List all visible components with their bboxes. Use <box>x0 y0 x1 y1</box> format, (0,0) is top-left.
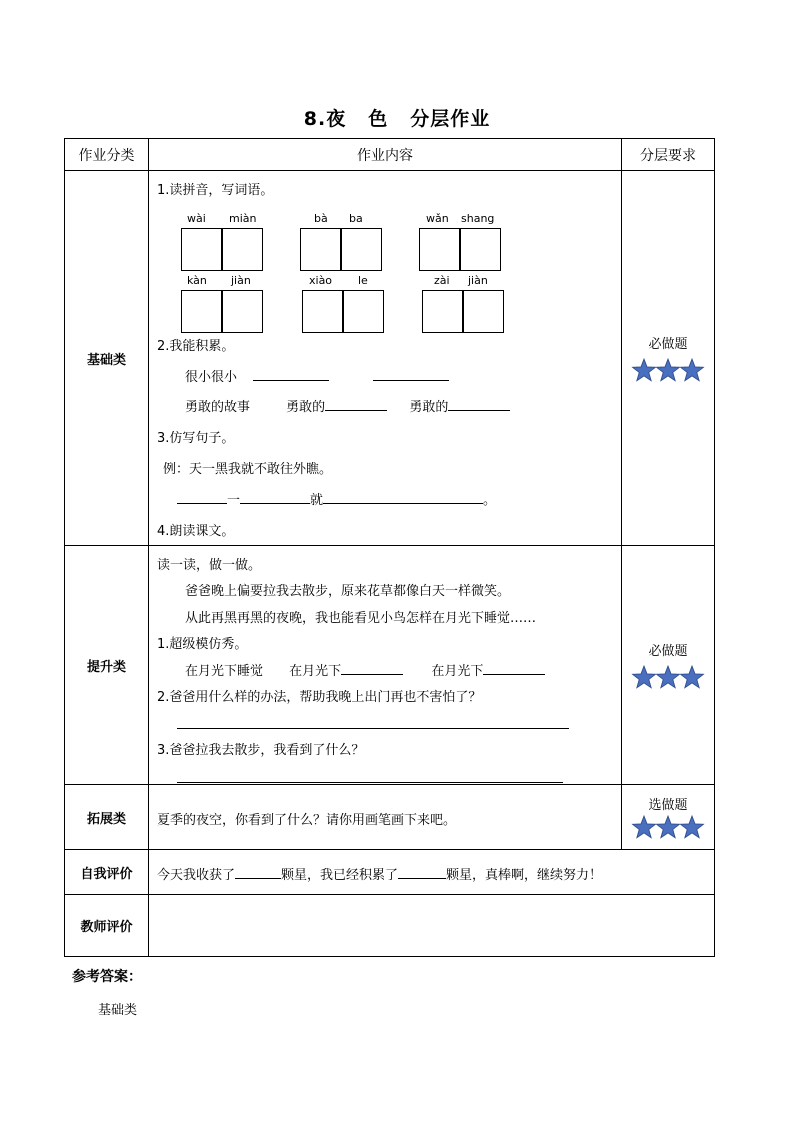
header-level: 分层要求 <box>622 139 715 171</box>
answers-label: 参考答案： <box>72 969 142 985</box>
answers-sub: 基础类 <box>98 1003 138 1018</box>
title-number: 8. <box>303 108 327 130</box>
self-eval-t2: 颗星，我已经积累了 <box>281 868 399 883</box>
content-extend <box>149 785 622 850</box>
q2-phrase-c: 勇敢的 <box>409 400 449 415</box>
pinyin-1a: bà <box>314 212 328 225</box>
adv-q3: 3.爸爸拉我去散步，我看到了什么？ <box>157 743 365 758</box>
writing-box[interactable] <box>342 290 384 333</box>
pinyin-4a: xiào <box>309 274 333 287</box>
basic-q3: 3.仿写句子。 <box>157 431 235 446</box>
pinyin-0b: miàn <box>229 212 257 225</box>
adv-intro: 读一读，做一做。 <box>157 558 262 573</box>
pinyin-5a: zài <box>434 274 450 287</box>
level-advanced <box>622 546 715 785</box>
adv-q1: 1.超级模仿秀。 <box>157 637 248 652</box>
writing-box[interactable] <box>221 290 263 333</box>
star-icon <box>631 815 657 840</box>
basic-q4: 4.朗读课文。 <box>157 524 235 539</box>
writing-box[interactable] <box>302 290 344 333</box>
category-advanced: 提升类 <box>65 546 149 785</box>
writing-box[interactable] <box>181 290 223 333</box>
star-icon <box>655 665 681 690</box>
star-icon <box>655 815 681 840</box>
writing-box[interactable] <box>419 228 461 271</box>
basic-q2-line2 <box>185 396 510 415</box>
row-self-eval <box>65 850 715 895</box>
writing-box[interactable] <box>462 290 504 333</box>
q2-phrase-a: 勇敢的故事 <box>185 400 251 415</box>
pinyin-1b: ba <box>349 212 363 225</box>
blank[interactable] <box>235 878 281 879</box>
homework-table <box>64 138 715 957</box>
level-label: 选做题 <box>648 798 688 813</box>
basic-q2: 2.我能积累。 <box>157 339 235 354</box>
title-rest: 分层作业 <box>410 108 491 130</box>
writing-box[interactable] <box>221 228 263 271</box>
title-char-2: 色 <box>368 108 389 130</box>
page-title <box>0 104 794 131</box>
blank[interactable] <box>373 380 449 381</box>
blank[interactable] <box>341 674 403 675</box>
content-self-eval <box>149 850 715 895</box>
content-teacher-eval[interactable] <box>149 895 715 957</box>
adv-passage-1: 爸爸晚上偏要拉我去散步，原来花草都像白天一样微笑。 <box>185 584 511 599</box>
star-icon <box>655 358 681 383</box>
blank[interactable] <box>323 503 483 504</box>
category-self-eval: 自我评价 <box>65 850 149 895</box>
self-eval-t1: 今天我收获了 <box>157 868 236 883</box>
category-basic: 基础类 <box>65 171 149 546</box>
pinyin-4b: le <box>358 274 368 287</box>
pinyin-3b: jiàn <box>231 274 251 287</box>
content-basic <box>149 171 622 546</box>
pinyin-2b: shang <box>461 212 495 225</box>
basic-q3-example: 例：天一黑我就不敢往外瞧。 <box>163 462 333 477</box>
blank[interactable] <box>253 380 329 381</box>
category-extend: 拓展类 <box>65 785 149 850</box>
q3-end: 。 <box>483 493 497 508</box>
answer-line[interactable] <box>177 768 563 783</box>
basic-q1: 1.读拼音，写词语。 <box>157 183 274 198</box>
star-icon <box>631 665 657 690</box>
level-extend <box>622 785 715 850</box>
basic-q3-fill <box>177 489 496 508</box>
level-label: 必做题 <box>648 337 688 352</box>
star-icon <box>679 815 705 840</box>
answer-line[interactable] <box>177 714 569 729</box>
q1-phrase-a: 在月光下睡觉 <box>185 664 264 679</box>
level-label: 必做题 <box>648 644 688 659</box>
writing-box[interactable] <box>181 228 223 271</box>
q1-phrase-c: 在月光下 <box>431 664 484 679</box>
pinyin-5b: jiàn <box>468 274 488 287</box>
writing-box[interactable] <box>300 228 342 271</box>
writing-box[interactable] <box>459 228 501 271</box>
blank[interactable] <box>398 878 446 879</box>
row-advanced <box>65 546 715 785</box>
header-category: 作业分类 <box>65 139 149 171</box>
extend-text: 夏季的夜空，你看到了什么？请你用画笔画下来吧。 <box>157 813 457 828</box>
star-icon <box>679 358 705 383</box>
blank[interactable] <box>448 410 510 411</box>
row-extend <box>65 785 715 850</box>
adv-q1-line <box>185 660 545 679</box>
adv-q2: 2.爸爸用什么样的办法，帮助我晚上出门再也不害怕了？ <box>157 690 482 705</box>
q3-jiu: 就 <box>310 493 324 508</box>
q3-yi: 一 <box>227 493 241 508</box>
writing-box[interactable] <box>340 228 382 271</box>
q2-phrase-b: 勇敢的 <box>286 400 326 415</box>
row-teacher-eval <box>65 895 715 957</box>
pinyin-3a: kàn <box>187 274 207 287</box>
basic-q2-line1 <box>185 366 449 385</box>
category-teacher-eval: 教师评价 <box>65 895 149 957</box>
blank[interactable] <box>483 674 545 675</box>
pinyin-0a: wài <box>187 212 206 225</box>
title-char-1: 夜 <box>326 108 347 130</box>
writing-box[interactable] <box>422 290 464 333</box>
self-eval-line <box>157 864 602 883</box>
star-rating <box>622 665 714 690</box>
adv-passage-2: 从此再黑再黑的夜晚，我也能看见小鸟怎样在月光下睡觉…… <box>185 611 537 626</box>
star-icon <box>631 358 657 383</box>
blank[interactable] <box>325 410 387 411</box>
q1-phrase-b: 在月光下 <box>289 664 342 679</box>
q2-word: 很小很小 <box>185 370 238 385</box>
self-eval-t3: 颗星，真棒啊，继续努力！ <box>446 868 603 883</box>
level-basic <box>622 171 715 546</box>
row-basic <box>65 171 715 546</box>
blank[interactable] <box>177 503 227 504</box>
header-row <box>65 139 715 171</box>
header-content: 作业内容 <box>149 139 622 171</box>
content-advanced <box>149 546 622 785</box>
star-rating <box>622 815 714 840</box>
star-icon <box>679 665 705 690</box>
blank[interactable] <box>240 503 310 504</box>
pinyin-2a: wǎn <box>426 212 449 225</box>
star-rating <box>622 358 714 383</box>
